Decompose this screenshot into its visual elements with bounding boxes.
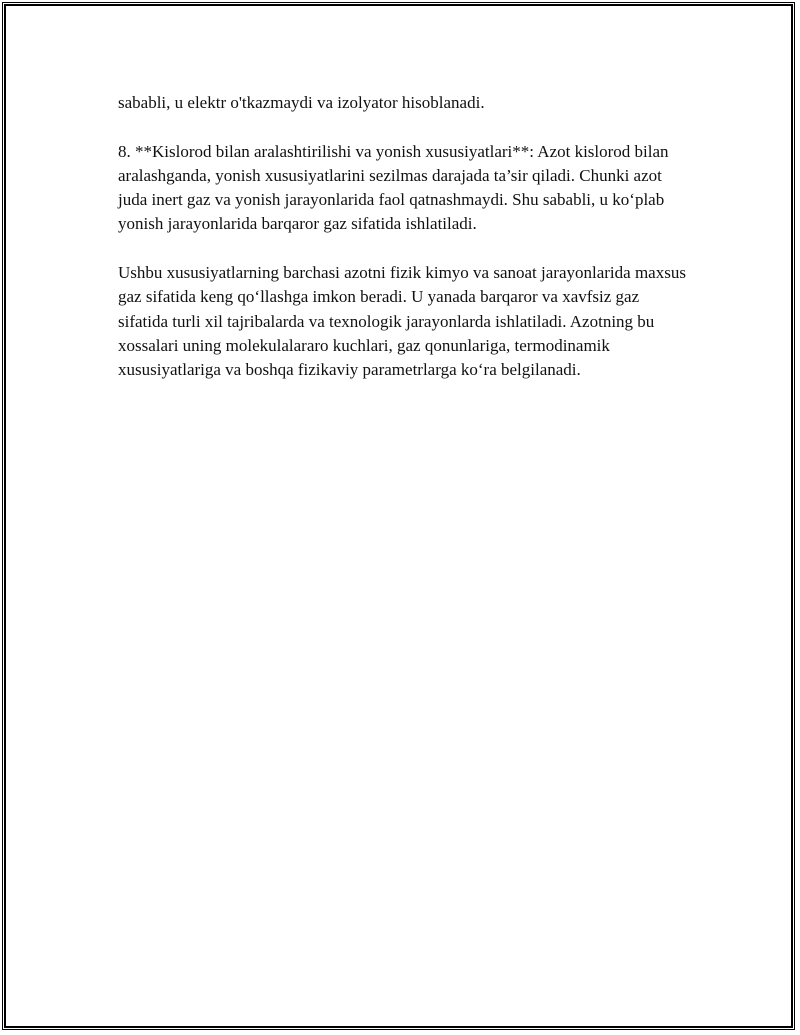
paragraph-continuation: sababli, u elektr o'tkazmaydi va izolyator hisoblanadi. bbox=[118, 93, 485, 112]
paragraph-summary: Ushbu xususiyatlarning barchasi azotni fizik kimyo va sanoat jarayonlarida maxsus gaz sifatida keng qo‘llashga imkon beradi. U yanada barqaror va xavfsiz gaz sifatida turli xil tajribalarda va texnologik jarayonlarda ishlatiladi. Azotning bu xossalari uning molekulalararo kuchlari, gaz qonunlariga, termodinamik xususiyatlariga va boshqa fizikaviy parametrlarga ko‘ra belgilanadi. bbox=[118, 263, 686, 380]
document-body bbox=[118, 91, 688, 407]
paragraph-item-8: 8. **Kislorod bilan aralashtirilishi va yonish xususiyatlari**: Azot kislorod bilan aralashganda, yonish xususiyatlarini sezilmas darajada ta’sir qiladi. Chunki azot juda inert gaz va yonish jarayonlarida faol qatnashmaydi. Shu sababli, u ko‘plab yonish jarayonlarida barqaror gaz sifatida ishlatiladi. bbox=[118, 141, 669, 234]
